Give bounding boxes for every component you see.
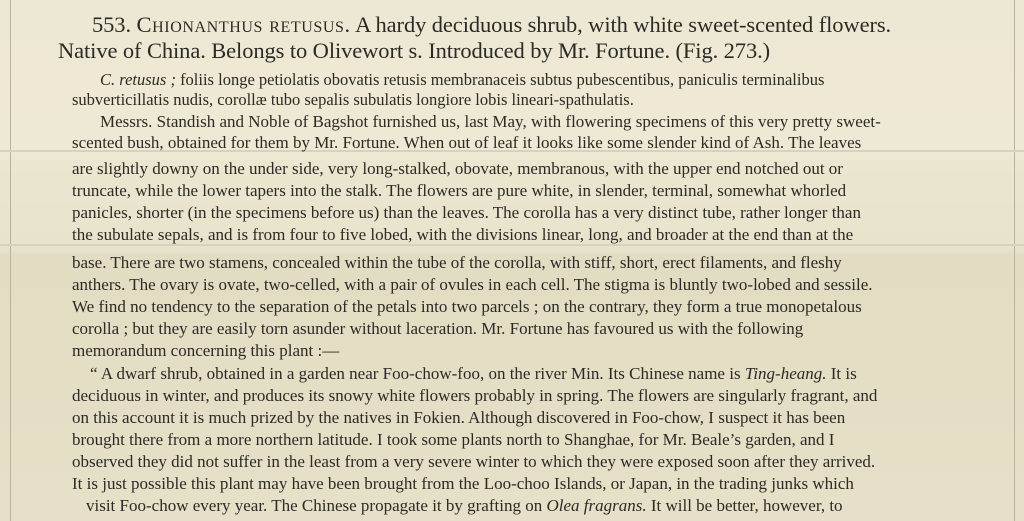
quote-line: visit Foo-chow every year. The Chinese propagate it by grafting on Olea fragrans. It will be better, however, to	[86, 496, 843, 515]
quote-line: “ A dwarf shrub, obtained in a garden near Foo-chow-foo, on the river Min. Its Chinese name is Ting-heang. It is	[90, 364, 857, 383]
chinese-name: Ting-heang.	[744, 364, 827, 383]
body-line: corolla ; but they are easily torn asunder without laceration. Mr. Fortune has favoured us with the following	[72, 319, 804, 338]
body-line: memorandum concerning this plant :—	[72, 341, 340, 360]
stock-plant-name: Olea fragrans.	[546, 496, 647, 515]
species-name: Chionanthus retusus.	[136, 12, 351, 37]
body-line: the subulate sepals, and is from four to five lobed, with the divisions linear, long, and broader at the end than at the	[72, 225, 854, 244]
body-line: are slightly downy on the under side, very long-stalked, obovate, membranous, with the upper end notched out or	[72, 159, 843, 178]
species-summary: A hardy deciduous shrub, with white sweet-scented flowers.	[355, 12, 892, 37]
quote-line: brought there from a more northern latitude. I took some plants north to Shanghae, for Mr. Beale’s garden, and I	[72, 430, 835, 449]
body-line: scented bush, obtained for them by Mr. Fortune. When out of leaf it looks like some slender kind of Ash. The leaves	[72, 133, 862, 152]
entry-number: 553.	[92, 12, 131, 37]
body-line: anthers. The ovary is ovate, two-celled, with a pair of ovules in each cell. The stigma is bluntly two-lobed and sessile.	[72, 275, 873, 294]
body-line: We find no tendency to the separation of the petals into two parcels ; on the contrary, they form a true monopetalous	[72, 297, 862, 316]
quote-line: deciduous in winter, and produces its snowy white flowers probably in spring. The flowers are singularly fragrant, and	[72, 386, 878, 405]
quote-line: on this account it is much prized by the natives in Fokien. Although discovered in Foo-chow, I suspect it has been	[72, 408, 846, 427]
body-line: base. There are two stamens, concealed within the tube of the corolla, with stiff, short, erect filaments, and fleshy	[72, 253, 842, 272]
latin-diagnosis-line-1: C. retusus ; foliis longe petiolatis obovatis retusis membranaceis subtus pubescentibus, paniculis terminalibus	[100, 70, 825, 89]
entry-heading-line-1	[92, 12, 891, 38]
body-line: panicles, shorter (in the specimens before us) than the leaves. The corolla has a very distinct tube, rather longer than	[72, 203, 861, 222]
quote-line: observed they did not suffer in the least from a very severe winter to which they were exposed soon after they arrived.	[72, 452, 876, 471]
body-line: Messrs. Standish and Noble of Bagshot furnished us, last May, with flowering specimens of this very pretty sweet-	[100, 112, 881, 131]
entry-heading-line-2: Native of China. Belongs to Olivewort s. Introduced by Mr. Fortune. (Fig. 273.)	[58, 38, 771, 63]
latin-diagnosis-line-2: subverticillatis nudis, corollæ tubo sepalis subulatis longiore lobis lineari-spathulatis.	[72, 90, 634, 109]
quote-line: It is just possible this plant may have been brought from the Loo-choo Islands, or Japan, in the trading junks which	[72, 474, 854, 493]
latin-name: C. retusus ;	[100, 70, 176, 89]
body-line: truncate, while the lower tapers into the stalk. The flowers are pure white, in slender, terminal, somewhat whorled	[72, 181, 847, 200]
